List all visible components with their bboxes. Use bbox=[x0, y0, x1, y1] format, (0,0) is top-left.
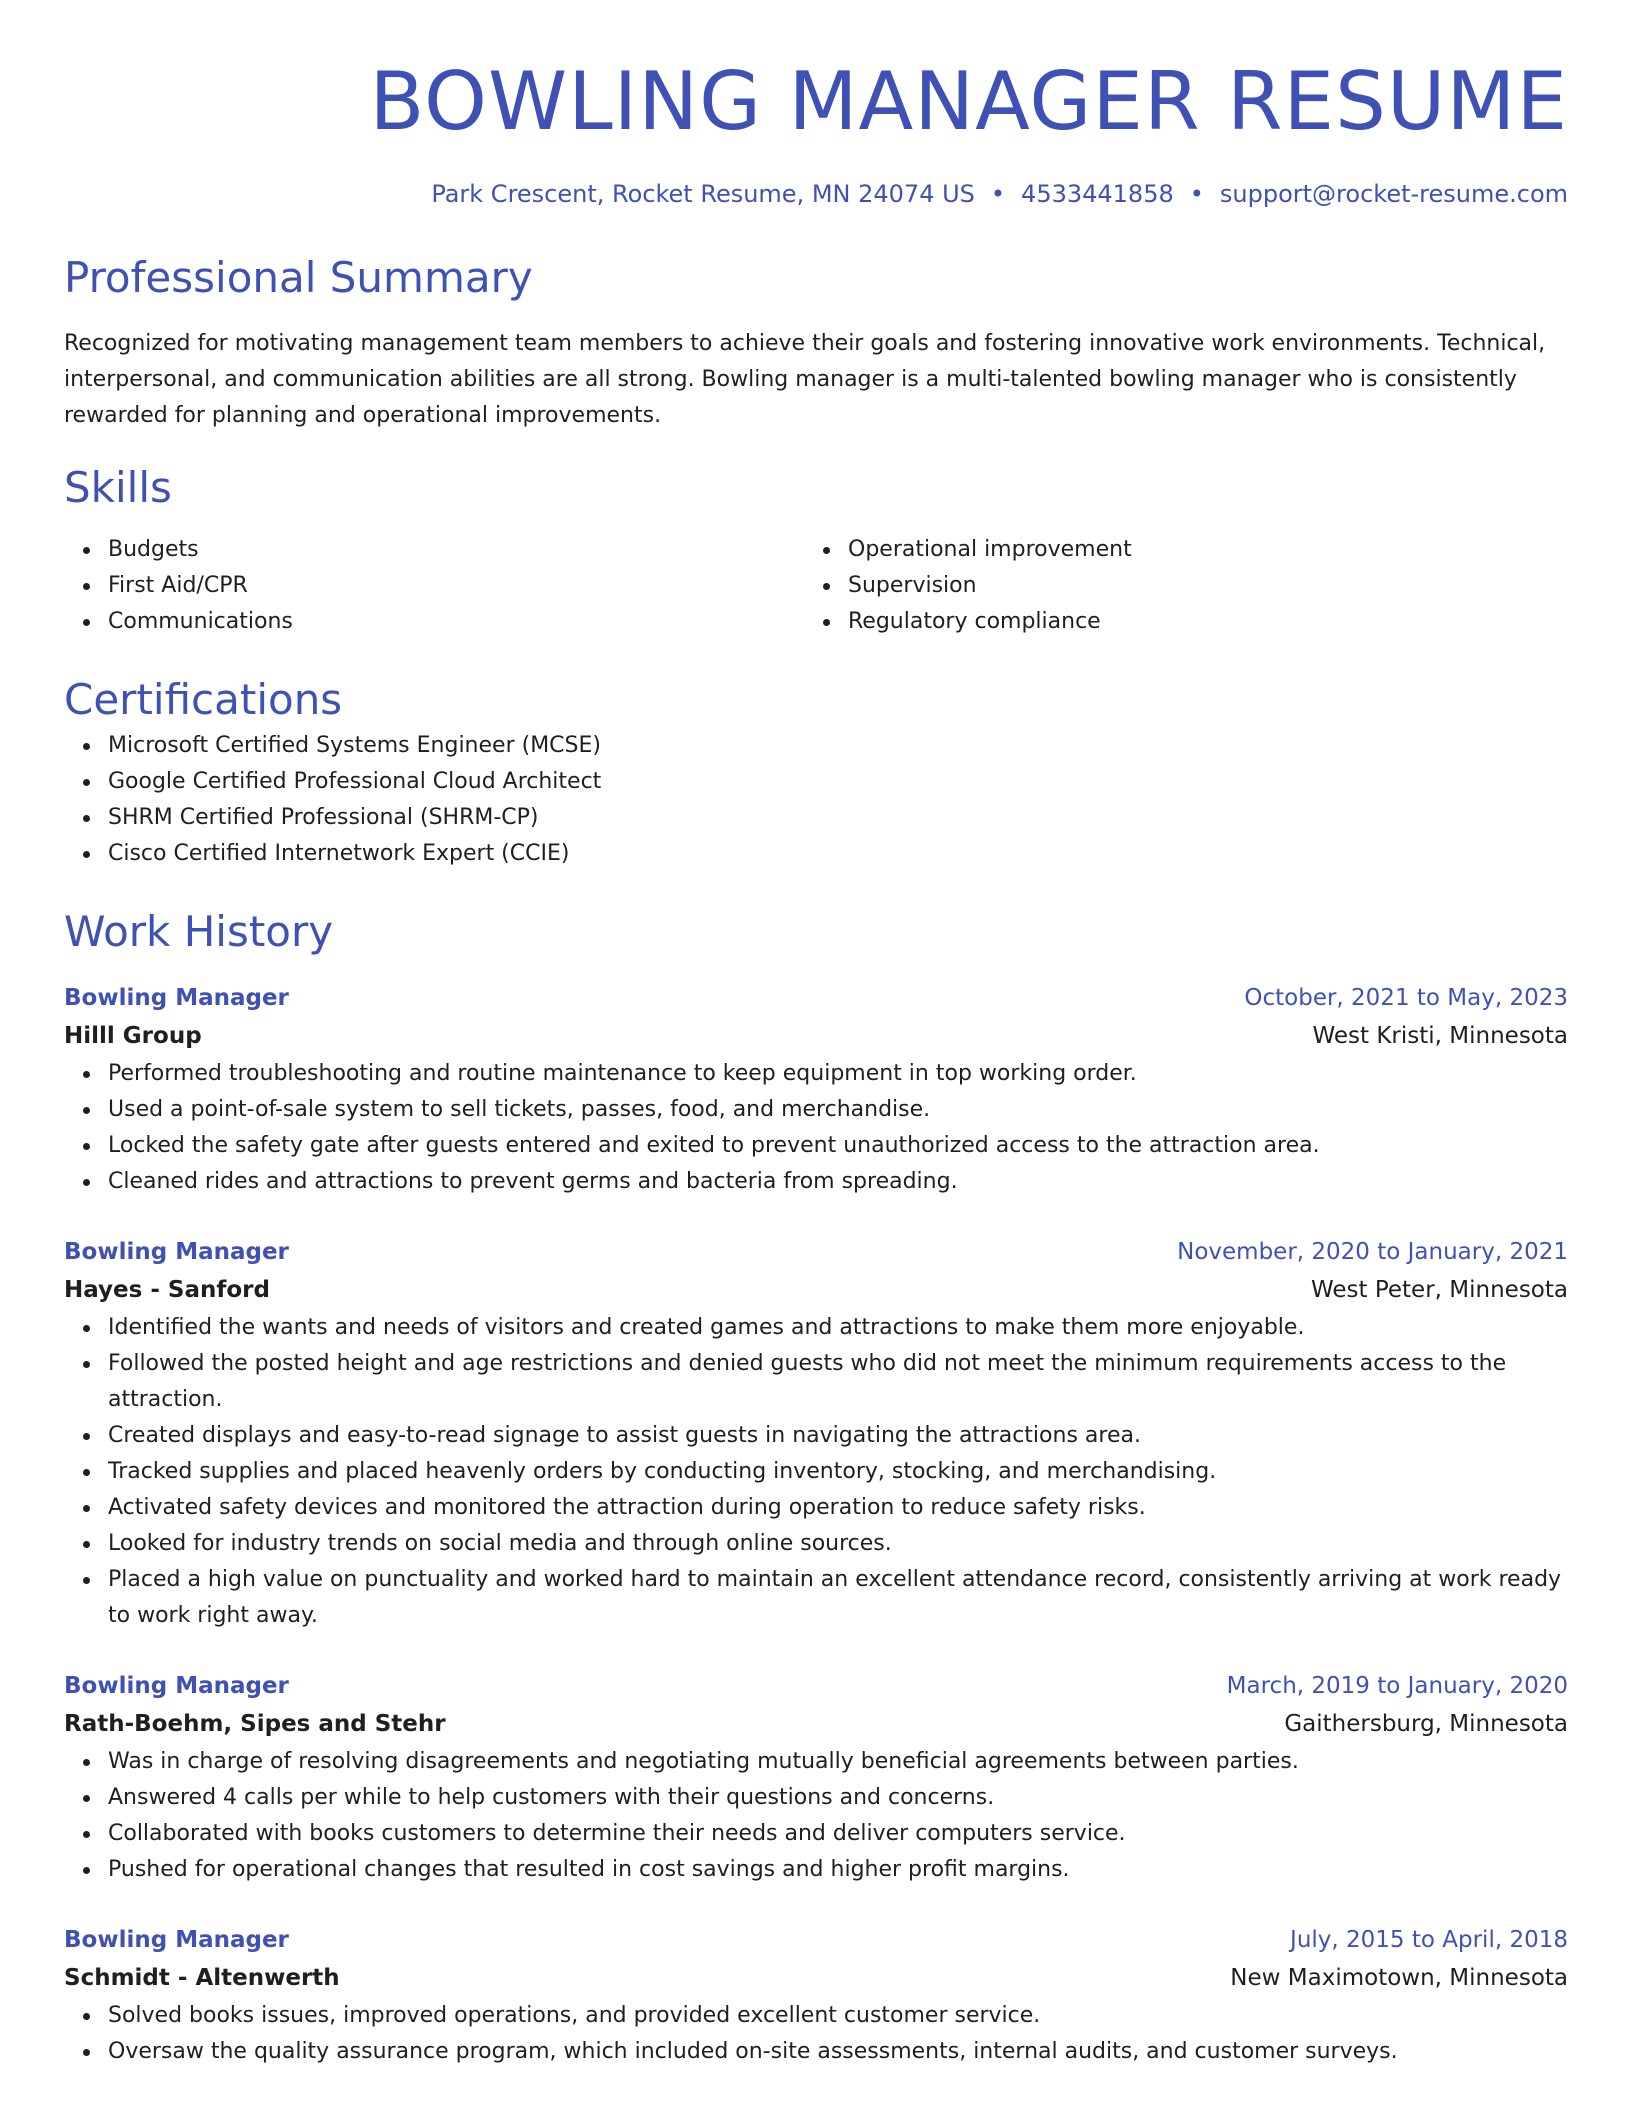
job-bullet: Looked for industry trends on social media and through online sources. bbox=[108, 1526, 1568, 1562]
job-title: Bowling Manager bbox=[64, 1927, 289, 1953]
job-header-row bbox=[64, 1668, 1568, 1704]
job-location: West Kristi, Minnesota bbox=[1312, 1023, 1568, 1049]
certification-item: Cisco Certified Internetwork Expert (CCIE) bbox=[108, 836, 1568, 872]
skill-item: Budgets bbox=[108, 532, 804, 568]
job-bullet: Created displays and easy-to-read signage to assist guests in navigating the attractions area. bbox=[108, 1418, 1568, 1454]
job-bullet: Answered 4 calls per while to help customers with their questions and concerns. bbox=[108, 1780, 1568, 1816]
job-bullet: Used a point-of-sale system to sell tickets, passes, food, and merchandise. bbox=[108, 1092, 1568, 1128]
job-bullets bbox=[64, 1744, 1568, 1888]
job-title: Bowling Manager bbox=[64, 1673, 289, 1699]
job-company-row bbox=[64, 1016, 1568, 1056]
certification-item: Microsoft Certified Systems Engineer (MCSE) bbox=[108, 728, 1568, 764]
job-dates: October, 2021 to May, 2023 bbox=[1244, 985, 1568, 1011]
job-entry bbox=[64, 1234, 1568, 1634]
job-entry bbox=[64, 1668, 1568, 1888]
skills-column-left bbox=[64, 532, 804, 640]
job-title: Bowling Manager bbox=[64, 985, 289, 1011]
skill-item: Operational improvement bbox=[848, 532, 1544, 568]
job-title: Bowling Manager bbox=[64, 1239, 289, 1265]
job-entry bbox=[64, 980, 1568, 1200]
contact-separator: • bbox=[990, 180, 1006, 208]
job-bullet: Solved books issues, improved operations, and provided excellent customer service. bbox=[108, 1998, 1568, 2034]
job-dates: July, 2015 to April, 2018 bbox=[1290, 1927, 1568, 1953]
summary-heading: Professional Summary bbox=[64, 253, 533, 302]
skill-item: First Aid/CPR bbox=[108, 568, 804, 604]
job-bullet: Identified the wants and needs of visitors and created games and attractions to make them more enjoyable. bbox=[108, 1310, 1568, 1346]
resume-header bbox=[64, 0, 1568, 210]
skills-column-right bbox=[804, 532, 1544, 640]
job-location: New Maximotown, Minnesota bbox=[1230, 1965, 1568, 1991]
job-header-row bbox=[64, 1234, 1568, 1270]
skills-list-left bbox=[64, 532, 804, 640]
job-bullet: Collaborated with books customers to determine their needs and deliver computers service. bbox=[108, 1816, 1568, 1852]
job-bullet: Performed troubleshooting and routine maintenance to keep equipment in top working order. bbox=[108, 1056, 1568, 1092]
job-location: West Peter, Minnesota bbox=[1310, 1277, 1568, 1303]
job-company-row bbox=[64, 1958, 1568, 1998]
job-bullets bbox=[64, 1998, 1568, 2070]
work-history-heading: Work History bbox=[64, 907, 334, 956]
certifications-list bbox=[64, 728, 1568, 872]
job-dates: March, 2019 to January, 2020 bbox=[1226, 1673, 1568, 1699]
job-company-row bbox=[64, 1704, 1568, 1744]
skill-item: Supervision bbox=[848, 568, 1544, 604]
summary-text: Recognized for motivating management team members to achieve their goals and fostering innovative work environments. Technical, interpersonal, and communication abilities are all strong. Bowling manager is a multi-talented bowling manager who is consistently rewarded for planning and operational improvements. bbox=[64, 331, 1546, 428]
job-bullet: Activated safety devices and monitored the attraction during operation to reduce safety risks. bbox=[108, 1490, 1568, 1526]
certification-item: Google Certified Professional Cloud Architect bbox=[108, 764, 1568, 800]
contact-separator: • bbox=[1189, 180, 1204, 208]
job-company: Rath-Boehm, Sipes and Stehr bbox=[64, 1711, 446, 1737]
skills-heading: Skills bbox=[64, 463, 172, 512]
job-bullet: Oversaw the quality assurance program, which included on-site assessments, internal audits, and customer surveys. bbox=[108, 2034, 1568, 2070]
job-bullet: Tracked supplies and placed heavenly orders by conducting inventory, stocking, and merchandising. bbox=[108, 1454, 1568, 1490]
skills-grid bbox=[64, 532, 1568, 640]
contact-email: support@rocket-resume.com bbox=[1219, 180, 1568, 208]
job-company-row bbox=[64, 1270, 1568, 1310]
job-header-row bbox=[64, 980, 1568, 1016]
job-bullet: Followed the posted height and age restrictions and denied guests who did not meet the minimum requirements access to the attraction. bbox=[108, 1346, 1568, 1418]
skill-item: Communications bbox=[108, 604, 804, 640]
job-location: Gaithersburg, Minnesota bbox=[1284, 1711, 1568, 1737]
job-bullet: Pushed for operational changes that resulted in cost savings and higher profit margins. bbox=[108, 1852, 1568, 1888]
job-bullet: Cleaned rides and attractions to prevent germs and bacteria from spreading. bbox=[108, 1164, 1568, 1200]
contact-phone: 4533441858 bbox=[1021, 180, 1174, 208]
job-header-row bbox=[64, 1922, 1568, 1958]
job-bullet: Placed a high value on punctuality and worked hard to maintain an excellent attendance record, consistently arriving at work ready to work right away. bbox=[108, 1562, 1568, 1634]
certifications-heading: Certifications bbox=[64, 675, 343, 724]
job-entry bbox=[64, 1922, 1568, 2070]
contact-address: Park Crescent, Rocket Resume, MN 24074 US bbox=[431, 180, 975, 208]
job-bullets bbox=[64, 1056, 1568, 1200]
contact-line bbox=[64, 178, 1568, 210]
resume-title: BOWLING MANAGER RESUME bbox=[369, 55, 1568, 148]
job-company: Schmidt - Altenwerth bbox=[64, 1965, 340, 1991]
job-bullet: Was in charge of resolving disagreements and negotiating mutually beneficial agreements between parties. bbox=[108, 1744, 1568, 1780]
job-company: Hayes - Sanford bbox=[64, 1277, 270, 1303]
job-bullet: Locked the safety gate after guests entered and exited to prevent unauthorized access to the attraction area. bbox=[108, 1128, 1568, 1164]
job-company: Hilll Group bbox=[64, 1023, 202, 1049]
certification-item: SHRM Certified Professional (SHRM-CP) bbox=[108, 800, 1568, 836]
job-bullets bbox=[64, 1310, 1568, 1634]
skill-item: Regulatory compliance bbox=[848, 604, 1544, 640]
skills-list-right bbox=[804, 532, 1544, 640]
job-dates: November, 2020 to January, 2021 bbox=[1177, 1239, 1568, 1265]
